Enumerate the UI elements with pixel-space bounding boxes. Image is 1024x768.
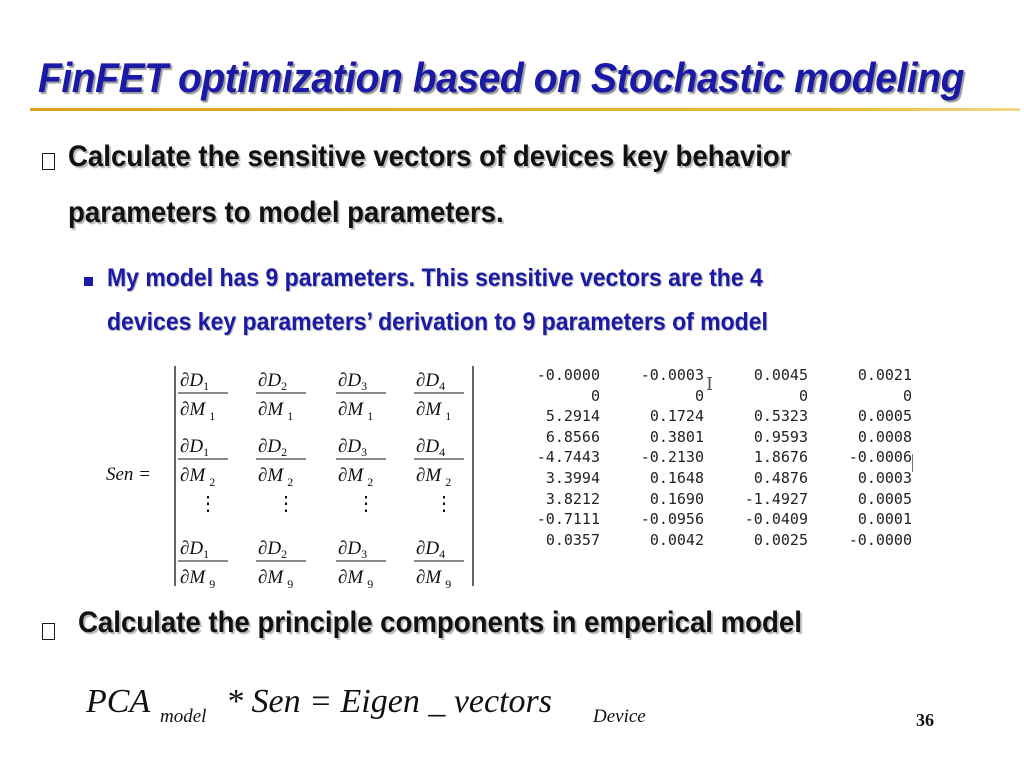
numerator-subscript: 3 <box>361 547 368 561</box>
partial-symbol: ∂ <box>416 399 426 420</box>
table-cell: -0.0409 <box>744 510 808 529</box>
fraction-denominator <box>338 567 373 591</box>
denominator-letter: M <box>425 567 442 588</box>
table-cell: 0.0001 <box>857 510 912 529</box>
matrix-fraction <box>178 436 228 489</box>
matrix-fraction <box>336 370 386 423</box>
denominator-subscript: 1 <box>445 409 452 423</box>
numerator-subscript: 2 <box>281 445 288 459</box>
partial-symbol: ∂ <box>180 465 190 486</box>
matrix-fraction <box>178 370 228 423</box>
filled-square-icon <box>84 277 93 286</box>
device-subscript: Device <box>593 706 646 727</box>
fraction-numerator <box>180 436 209 459</box>
table-cell: 1.8676 <box>753 448 808 467</box>
pca-subscript: model <box>160 706 207 727</box>
denominator-letter: M <box>267 399 284 420</box>
numerator-letter: D <box>347 370 362 391</box>
fraction-denominator <box>180 399 215 423</box>
denominator-subscript: 1 <box>367 409 374 423</box>
table-cell: 0.1690 <box>649 489 704 508</box>
table-cell: -0.0956 <box>640 510 704 529</box>
denominator-letter: M <box>189 567 206 588</box>
denominator-letter: M <box>347 399 364 420</box>
numerator-subscript: 1 <box>203 445 210 459</box>
partial-symbol: ∂ <box>180 399 190 420</box>
equation-middle: * Sen = Eigen _ vectors <box>226 683 553 720</box>
denominator-subscript: 9 <box>209 577 216 591</box>
table-row <box>520 406 912 427</box>
table-cell: 0.0021 <box>857 366 912 384</box>
fraction-numerator <box>258 436 287 459</box>
numerator-subscript: 2 <box>281 547 288 561</box>
table-cell: 0.0003 <box>857 468 912 487</box>
vertical-dots: ⋮ <box>276 493 296 515</box>
fraction-denominator <box>180 567 215 591</box>
denominator-letter: M <box>267 567 284 588</box>
pca-equation <box>80 676 680 736</box>
numerator-letter: D <box>425 538 440 559</box>
denominator-subscript: 9 <box>445 577 452 591</box>
table-row <box>520 468 912 489</box>
table-cell: 0 <box>902 386 912 405</box>
table-row <box>520 386 912 407</box>
matrix-fraction <box>256 436 306 489</box>
matrix-fraction <box>336 436 386 489</box>
table-cell: -1.4927 <box>744 489 808 508</box>
table-cell: 0.3801 <box>649 427 704 446</box>
partial-symbol: ∂ <box>338 399 348 420</box>
table-row <box>520 530 912 551</box>
text-cursor-icon: I <box>706 374 714 395</box>
denominator-subscript: 2 <box>287 475 294 489</box>
fraction-numerator <box>338 436 367 459</box>
fraction-numerator <box>180 538 209 561</box>
matrix-fraction <box>414 370 464 423</box>
partial-symbol: ∂ <box>416 538 426 559</box>
page-number: 36 <box>916 710 934 730</box>
table-cell: 0.0025 <box>753 530 808 549</box>
sen-label: Sen = <box>106 464 152 485</box>
table-cell: 0.0008 <box>857 427 912 446</box>
denominator-subscript: 2 <box>445 475 452 489</box>
caret-icon <box>912 454 913 472</box>
partial-symbol: ∂ <box>416 370 426 391</box>
table-cell: 0.1724 <box>649 407 704 426</box>
table-row <box>520 489 912 510</box>
table-cell: -0.0000 <box>848 530 912 549</box>
table-cell: -0.0000 <box>536 366 600 384</box>
sensitivity-values-table <box>520 365 912 550</box>
denominator-letter: M <box>267 465 284 486</box>
table-cell: 3.3994 <box>545 468 600 487</box>
fraction-denominator <box>258 465 293 489</box>
table-cell: -0.7111 <box>536 510 600 529</box>
fraction-denominator <box>258 399 293 423</box>
partial-symbol: ∂ <box>258 370 268 391</box>
denominator-subscript: 9 <box>287 577 294 591</box>
partial-symbol: ∂ <box>180 538 190 559</box>
fraction-denominator <box>416 567 451 591</box>
numerator-letter: D <box>189 538 204 559</box>
fraction-denominator <box>180 465 215 489</box>
partial-symbol: ∂ <box>416 465 426 486</box>
table-cell: 0.0045 <box>753 366 808 384</box>
fraction-denominator <box>416 465 451 489</box>
matrix-fraction <box>256 370 306 423</box>
hollow-square-icon <box>42 153 55 170</box>
table-cell: -0.2130 <box>640 448 704 467</box>
partial-symbol: ∂ <box>258 436 268 457</box>
partial-symbol: ∂ <box>338 436 348 457</box>
denominator-subscript: 2 <box>367 475 374 489</box>
partial-symbol: ∂ <box>338 567 348 588</box>
fraction-numerator <box>338 370 367 393</box>
fraction-numerator <box>258 370 287 393</box>
table-row <box>520 509 912 530</box>
partial-symbol: ∂ <box>338 538 348 559</box>
table-cell: 5.2914 <box>545 407 600 426</box>
numerator-letter: D <box>425 370 440 391</box>
numerator-subscript: 4 <box>439 379 446 393</box>
table-cell: 6.8566 <box>545 427 600 446</box>
table-cell: 0.9593 <box>753 427 808 446</box>
numerator-letter: D <box>347 436 362 457</box>
bullet-2-line-1: Calculate the principle components in emperical model <box>78 606 802 639</box>
numerator-subscript: 2 <box>281 379 288 393</box>
fraction-numerator <box>258 538 287 561</box>
sub-bullet-line-2: devices key parameters’ derivation to 9 parameters of model <box>107 308 768 336</box>
table-cell: 0 <box>694 386 704 405</box>
table-cell: 0.0005 <box>857 407 912 426</box>
table-cell: 0.1648 <box>649 468 704 487</box>
bullet-1-line-2: parameters to model parameters. <box>68 196 504 229</box>
partial-symbol: ∂ <box>258 399 268 420</box>
fraction-numerator <box>416 436 445 459</box>
partial-symbol: ∂ <box>416 436 426 457</box>
partial-symbol: ∂ <box>338 465 348 486</box>
numerator-subscript: 3 <box>361 379 368 393</box>
table-cell: 0 <box>798 386 808 405</box>
numerator-letter: D <box>267 370 282 391</box>
table-cell: 0.0357 <box>545 530 600 549</box>
numerator-subscript: 3 <box>361 445 368 459</box>
numerator-subscript: 4 <box>439 445 446 459</box>
fraction-numerator <box>416 370 445 393</box>
bullet-1-line-1: Calculate the sensitive vectors of devices key behavior <box>68 140 791 173</box>
table-cell: -0.0006 <box>848 448 912 467</box>
vertical-dots: ⋮ <box>434 493 454 515</box>
table-cell: 0 <box>590 386 600 405</box>
vertical-dots: ⋮ <box>198 493 218 515</box>
table-cell: 0.0042 <box>649 530 704 549</box>
fraction-denominator <box>338 465 373 489</box>
sub-bullet-line-1: My model has 9 parameters. This sensitive vectors are the 4 <box>107 264 763 292</box>
denominator-subscript: 9 <box>367 577 374 591</box>
table-row <box>520 365 912 386</box>
partial-symbol: ∂ <box>258 567 268 588</box>
matrix-fraction <box>414 436 464 489</box>
sensitivity-matrix-formula <box>100 360 490 592</box>
partial-symbol: ∂ <box>416 567 426 588</box>
table-cell: 0.5323 <box>753 407 808 426</box>
fraction-denominator <box>258 567 293 591</box>
fraction-denominator <box>338 399 373 423</box>
numerator-letter: D <box>347 538 362 559</box>
matrix-fraction <box>256 538 306 591</box>
matrix-fraction <box>414 538 464 591</box>
partial-symbol: ∂ <box>338 370 348 391</box>
table-row <box>520 447 912 468</box>
pca-term: PCA <box>86 683 151 720</box>
numerator-letter: D <box>267 436 282 457</box>
fraction-denominator <box>416 399 451 423</box>
partial-symbol: ∂ <box>180 370 190 391</box>
partial-symbol: ∂ <box>258 465 268 486</box>
denominator-letter: M <box>347 567 364 588</box>
table-cell: -0.0003 <box>640 366 704 384</box>
title-underline <box>30 108 1020 112</box>
fraction-numerator <box>180 370 209 393</box>
numerator-subscript: 4 <box>439 547 446 561</box>
table-cell: -4.7443 <box>536 448 600 467</box>
numerator-letter: D <box>189 436 204 457</box>
partial-symbol: ∂ <box>180 436 190 457</box>
partial-symbol: ∂ <box>258 538 268 559</box>
table-cell: 0.4876 <box>753 468 808 487</box>
matrix-fraction <box>336 538 386 591</box>
numerator-letter: D <box>425 436 440 457</box>
denominator-letter: M <box>425 465 442 486</box>
hollow-square-icon <box>42 623 55 640</box>
denominator-letter: M <box>425 399 442 420</box>
denominator-subscript: 2 <box>209 475 216 489</box>
fraction-numerator <box>338 538 367 561</box>
numerator-subscript: 1 <box>203 547 210 561</box>
table-cell: 0.0005 <box>857 489 912 508</box>
denominator-letter: M <box>189 465 206 486</box>
denominator-subscript: 1 <box>287 409 294 423</box>
numerator-letter: D <box>189 370 204 391</box>
slide-title: FinFET optimization based on Stochastic modeling <box>38 54 965 101</box>
numerator-subscript: 1 <box>203 379 210 393</box>
table-row <box>520 427 912 448</box>
numerator-letter: D <box>267 538 282 559</box>
partial-symbol: ∂ <box>180 567 190 588</box>
matrix-fraction <box>178 538 228 591</box>
denominator-subscript: 1 <box>209 409 216 423</box>
table-cell: 3.8212 <box>545 489 600 508</box>
denominator-letter: M <box>347 465 364 486</box>
vertical-dots: ⋮ <box>356 493 376 515</box>
fraction-numerator <box>416 538 445 561</box>
denominator-letter: M <box>189 399 206 420</box>
